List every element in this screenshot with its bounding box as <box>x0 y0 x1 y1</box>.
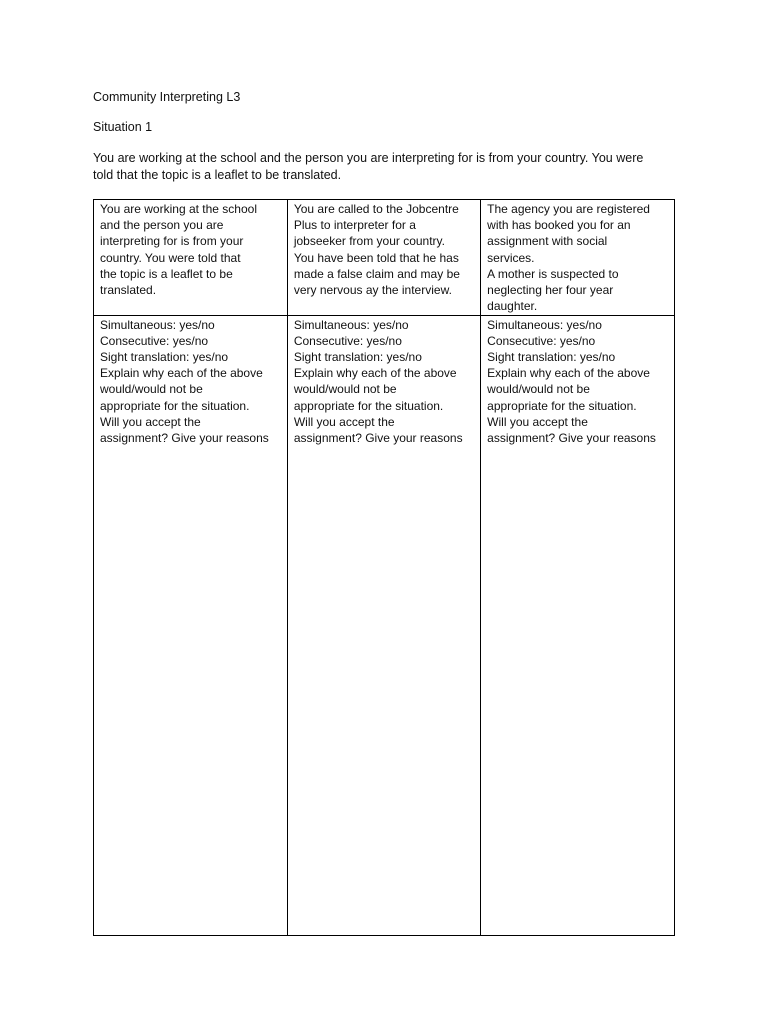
question-cell-3 <box>481 315 674 935</box>
scenario-cell-3 <box>481 200 674 315</box>
cell-line: assignment with social <box>487 234 608 249</box>
cell-line: Consecutive: yes/no <box>293 333 402 348</box>
intro-line: You are working at the school and the person you are interpreting for is from your country. You were <box>93 151 644 165</box>
intro-line: told that the topic is a leaflet to be translated. <box>93 168 342 182</box>
cell-line: with has booked you for an <box>487 218 631 233</box>
cell-line: Sight translation: yes/no <box>293 349 422 364</box>
cell-line: Explain why each of the above <box>487 366 650 381</box>
cell-line: the topic is a leaflet to be <box>100 266 233 281</box>
question-cell-1 <box>94 315 287 935</box>
situation-heading: Situation 1 <box>93 120 153 134</box>
cell-line: Consecutive: yes/no <box>487 333 596 348</box>
cell-line: daughter. <box>487 299 538 314</box>
cell-line: would/would not be <box>487 382 590 397</box>
cell-line: assignment? Give your reasons <box>100 430 269 445</box>
cell-line: neglecting her four year <box>487 283 614 298</box>
cell-line: Sight translation: yes/no <box>100 349 229 364</box>
cell-line: country. You were told that <box>100 250 241 265</box>
cell-line: Explain why each of the above <box>100 366 263 381</box>
document-title: Community Interpreting L3 <box>93 90 241 104</box>
intro-paragraph <box>93 150 683 184</box>
cell-line: made a false claim and may be <box>293 266 460 281</box>
cell-line: would/would not be <box>100 382 203 397</box>
cell-line: appropriate for the situation. <box>293 398 444 413</box>
cell-line: assignment? Give your reasons <box>487 430 656 445</box>
cell-line: appropriate for the situation. <box>100 398 250 413</box>
cell-line: Plus to interpreter for a <box>293 218 416 233</box>
scenario-row <box>94 200 674 315</box>
cell-line: You are called to the Jobcentre <box>293 202 459 216</box>
cell-line: Will you accept the <box>100 414 201 429</box>
cell-line: Sight translation: yes/no <box>487 349 616 364</box>
scenario-cell-1 <box>94 200 287 315</box>
cell-line: and the person you are <box>100 218 224 233</box>
cell-line: The agency you are registered <box>487 202 650 216</box>
cell-line: Simultaneous: yes/no <box>100 317 215 332</box>
cell-line: You have been told that he has <box>293 250 459 265</box>
cell-line: A mother is suspected to <box>487 266 619 281</box>
scenario-grid <box>94 200 674 935</box>
cell-line: Consecutive: yes/no <box>100 333 209 348</box>
question-row <box>94 315 674 935</box>
cell-line: You are working at the school <box>100 202 257 216</box>
cell-line: appropriate for the situation. <box>487 398 637 413</box>
question-cell-2 <box>287 315 480 935</box>
cell-line: Will you accept the <box>293 414 395 429</box>
cell-line: would/would not be <box>293 382 397 397</box>
cell-line: Simultaneous: yes/no <box>293 317 409 332</box>
cell-line: translated. <box>100 283 157 298</box>
scenario-table <box>93 199 675 936</box>
cell-line: jobseeker from your country. <box>293 234 445 249</box>
cell-line: Simultaneous: yes/no <box>487 317 602 332</box>
cell-line: services. <box>487 250 535 265</box>
cell-line: Will you accept the <box>487 414 588 429</box>
cell-line: assignment? Give your reasons <box>293 430 463 445</box>
cell-line: interpreting for is from your <box>100 234 244 249</box>
cell-line: Explain why each of the above <box>293 366 457 381</box>
scenario-cell-2 <box>287 200 480 315</box>
cell-line: very nervous ay the interview. <box>293 283 452 298</box>
